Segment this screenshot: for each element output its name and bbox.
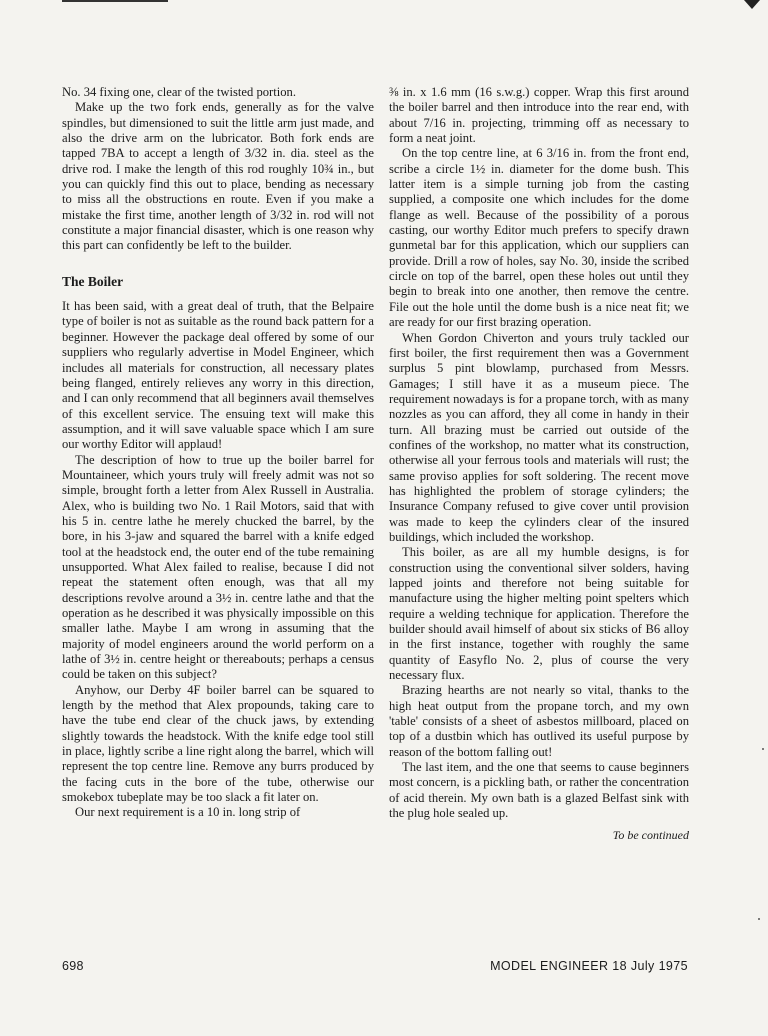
right-column: [389, 85, 689, 843]
paragraph: The description of how to true up the boiler barrel for Mountaineer, which yours truly will freely admit was not so simple, brought forth a letter from Alex Russell in Australia. Alex, who is building two No. 1 Rail Motors, said that with his 5 in. centre lathe he merely chucked the barrel, by the bore, in his 3-jaw and squared the barrel with a knife edged tool at the headstock end, the outer end of the tube remaining unsupported. What Alex failed to realise, because I did not repeat the statement often enough, was that all my descriptions revolve around a 3½ in. centre lathe and that the operation as he described it was physically impossible on this smaller lathe. Maybe I am wrong in assuming that the majority of model engineers around the world perform on a lathe of 3½ in. centre height or thereabouts; perhaps a census could be taken on this subject?: [62, 452, 374, 682]
paragraph: When Gordon Chiverton and yours truly tackled our first boiler, the first requirement then was a Government surplus 5 pint blowlamp, purchased from Messrs. Gamages; I still have it as a museum piece. The requirement nowadays is for a propane torch, with as many nozzles as you can afford, they all come in handy in their turn. All brazing must be carried out outside of the confines of the workshop, no matter what its construction, otherwise all your ferrous tools and materials will rust; the same proviso applies for soft soldering. The recent move has highlighted the problem of storage cylinders; the Insurance Company refused to give cover until provision was made to keep the cylinders clear of the insured buildings, which included the workshop.: [389, 330, 689, 544]
magazine-footer: MODEL ENGINEER 18 July 1975: [490, 959, 688, 973]
page-number: 698: [62, 959, 84, 973]
continued-note: To be continued: [612, 827, 689, 842]
left-column: [62, 85, 374, 821]
paragraph: Brazing hearths are not nearly so vital, thanks to the high heat output from the propane torch, and my own 'table' consists of a sheet of asbestos millboard, placed on top of a dustbin which has outlived its useful purpose by reason of the bottom falling out!: [389, 683, 689, 759]
paragraph: On the top centre line, at 6 3/16 in. from the front end, scribe a circle 1½ in. diameter for the dome bush. This latter item is a simple turning job from the casting supplied, a composite one which includes for the dome flange as well. Because of the possibility of a porous casting, our worthy Editor much prefers to specify drawn gunmetal bar for this application, which our suppliers can provide. Drill a row of holes, say No. 30, inside the scribed circle on top of the barrel, open these holes out until they begin to break into one another, then remove the centre. File out the hole until the dome bush is a nice neat fit; we are ready for our first brazing operation.: [389, 146, 689, 330]
paragraph: It has been said, with a great deal of truth, that the Belpaire type of boiler is not as suitable as the round back pattern for a beginner. However the package deal offered by some of our suppliers who regularly advertise in Model Engineer, which includes all materials for construction, all necessary plates being flanged, entirely relieves any worry in this direction, and I can only recommend that all beginners avail themselves of this excellent service. The ensuing text will make this assumption, and it will save valuable space which I am sure our worthy Editor will applaud!: [62, 299, 374, 452]
paragraph: No. 34 fixing one, clear of the twisted portion.: [62, 85, 296, 99]
corner-arrow-icon: [744, 0, 760, 9]
top-rule: [62, 0, 168, 2]
scan-speck: [762, 748, 764, 750]
paragraph: ⅜ in. x 1.6 mm (16 s.w.g.) copper. Wrap this first around the boiler barrel and then introduce into the rear end, with about 7/16 in. projecting, trimming off as necessary to form a neat joint.: [389, 85, 689, 146]
paragraph: Our next requirement is a 10 in. long strip of: [75, 805, 301, 820]
paragraph: This boiler, as are all my humble designs, is for construction using the conventional silver solders, having lapped joints and therefore not being suitable for manufacture using the higher melting point spelters which require a welding technique for application. Therefore the builder should avail himself of about six sticks of B6 alloy in the first instance, together with roughly the same quantity of Easyflo No. 2, plus of course the very necessary flux.: [389, 545, 689, 683]
scan-speck: [758, 918, 760, 920]
paragraph: The last item, and the one that seems to cause beginners most concern, is a pickling bath, or rather the concentration of acid therein. My own bath is a glazed Belfast sink with the plug hole sealed up.: [389, 760, 689, 821]
paragraph: Anyhow, our Derby 4F boiler barrel can be squared to length by the method that Alex propounds, taking care to have the tube end clear of the chuck jaws, by extending slightly towards the headstock. With the knife edge tool still in place, lightly scribe a line right along the barrel, which will represent the top centre line. Remove any burrs produced by the facing cuts in the bore of the tube, otherwise our smokebox tubeplate may be too slack a fit later on.: [62, 682, 374, 805]
paragraph: Make up the two fork ends, generally as for the valve spindles, but dimensioned to suit the little arm just made, and also the drive arm on the lubricator. Both fork ends are tapped 7BA to accept a length of 3/32 in. dia. steel as the drive rod. I make the length of this rod roughly 10¾ in., but you can quickly find this out to place, bending as necessary to miss all the obstructions en route. Even if you make a mistake the first time, another length of 3/32 in. rod will not constitute a major financial disaster, which is one reason why this part can confidently be left to the builder.: [62, 100, 374, 253]
section-heading: The Boiler: [62, 273, 124, 289]
